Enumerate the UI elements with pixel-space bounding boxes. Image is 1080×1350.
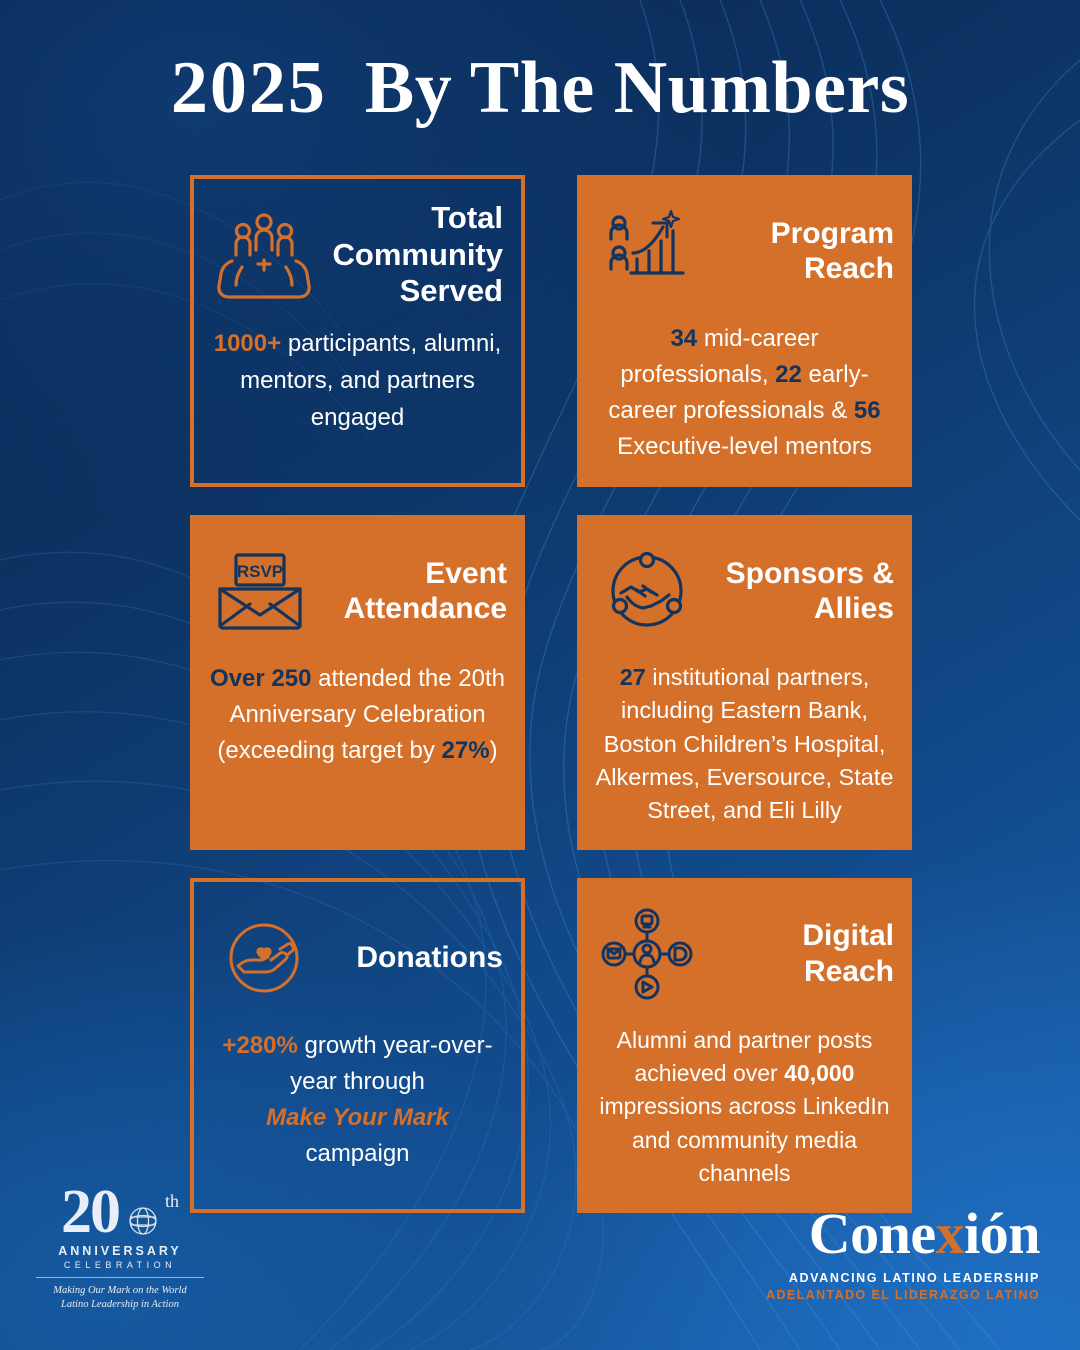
card-title: Digital Reach [802,919,894,988]
stat-text-1: mid-career professionals, [620,325,819,388]
logo-tagline-english: ADVANCING LATINO LEADERSHIP [788,1271,1040,1285]
stat-value: 1000+ [213,330,282,357]
anniversary-tagline-2: Latino Leadership in Action [61,1298,179,1310]
card-body [208,661,507,769]
stat-card-sponsors-allies [577,515,912,850]
stat-text-2: ) [489,737,498,764]
card-body [212,1028,503,1172]
stats-grid [190,175,912,1213]
conexion-logo [766,1201,1040,1302]
card-header [212,902,503,1014]
digital-network-icon [595,902,699,1006]
stat-card-digital-reach [577,878,912,1213]
stat-card-donations [190,878,525,1213]
stat-value: 40,000 [784,1060,855,1087]
page-title [0,46,1080,131]
logo-x-accent: x [935,1201,965,1266]
card-header [208,535,507,647]
logo-wordmark [808,1201,1040,1266]
title-text: By The Numbers [364,47,910,129]
campaign-name: Make Your Mark [266,1103,449,1131]
stat-text-2: campaign [305,1139,410,1167]
stat-text-3: Executive-level mentors [617,433,872,460]
globe-icon [123,1200,163,1240]
anniversary-line-2: CELEBRATION [63,1259,177,1270]
people-growth-chart-icon [595,199,699,303]
card-header [595,195,894,307]
stat-text-2: impressions across LinkedIn and community media channels [599,1093,890,1187]
stat-description: institutional partners, including Eastern Bank, Boston Children’s Hospital, Alkermes, Eversource, State Street, and Eli Lilly [595,664,894,824]
card-header [212,199,503,311]
stat-value: 27 [619,664,646,690]
card-header [595,535,894,647]
card-title: Sponsors & Allies [725,556,894,625]
rsvp-envelope-icon [208,539,312,643]
hands-holding-people-icon [212,203,316,307]
anniversary-badge-mark [30,1177,210,1246]
stat-card-event-attendance [190,515,525,850]
card-title: Program Reach [770,216,894,285]
stat-value: +280% [222,1031,298,1059]
stat-text-1: attended the 20th Anniversary Celebration (exceeding target by [217,665,505,764]
divider [36,1277,204,1278]
stat-value-2: 27% [441,737,490,764]
stat-value-3: 56 [853,397,881,424]
svg-text:RSVP: RSVP [236,562,284,581]
handshake-partners-icon [595,539,699,643]
card-title: Total Community Served [332,200,503,309]
logo-name-part2: ión [964,1201,1040,1266]
stat-card-program-reach [577,175,912,487]
anniversary-line-1: ANNIVERSARY [58,1243,182,1258]
card-body [595,321,894,465]
stat-text-2: early-career professionals & [608,361,869,424]
stat-description: participants, alumni, mentors, and partners engaged [240,330,502,432]
logo-name-part1: Cone [808,1201,936,1266]
title-year: 2025 [170,47,327,129]
stat-text-1: Alumni and partner posts achieved over [616,1026,873,1087]
card-body [595,1024,894,1191]
anniversary-badge [30,1177,210,1312]
stat-value-1: 34 [670,325,698,352]
anniversary-ordinal: th [164,1190,179,1211]
logo-tagline-spanish: ADELANTADO EL LIDERAZGO LATINO [766,1288,1040,1302]
card-body [212,325,503,437]
stat-value: Over 250 [210,665,312,692]
hand-heart-donation-icon [212,906,316,1010]
card-title: Event Attendance [343,556,507,625]
anniversary-tagline-1: Making Our Mark on the World [53,1284,187,1296]
card-body [595,661,894,828]
stat-value-2: 22 [775,361,802,388]
card-header [595,898,894,1010]
stat-text-1: growth year-over-year through [290,1031,493,1095]
card-title: Donations [356,941,503,975]
stat-card-total-community-served [190,175,525,487]
anniversary-number: 20 [60,1177,119,1246]
